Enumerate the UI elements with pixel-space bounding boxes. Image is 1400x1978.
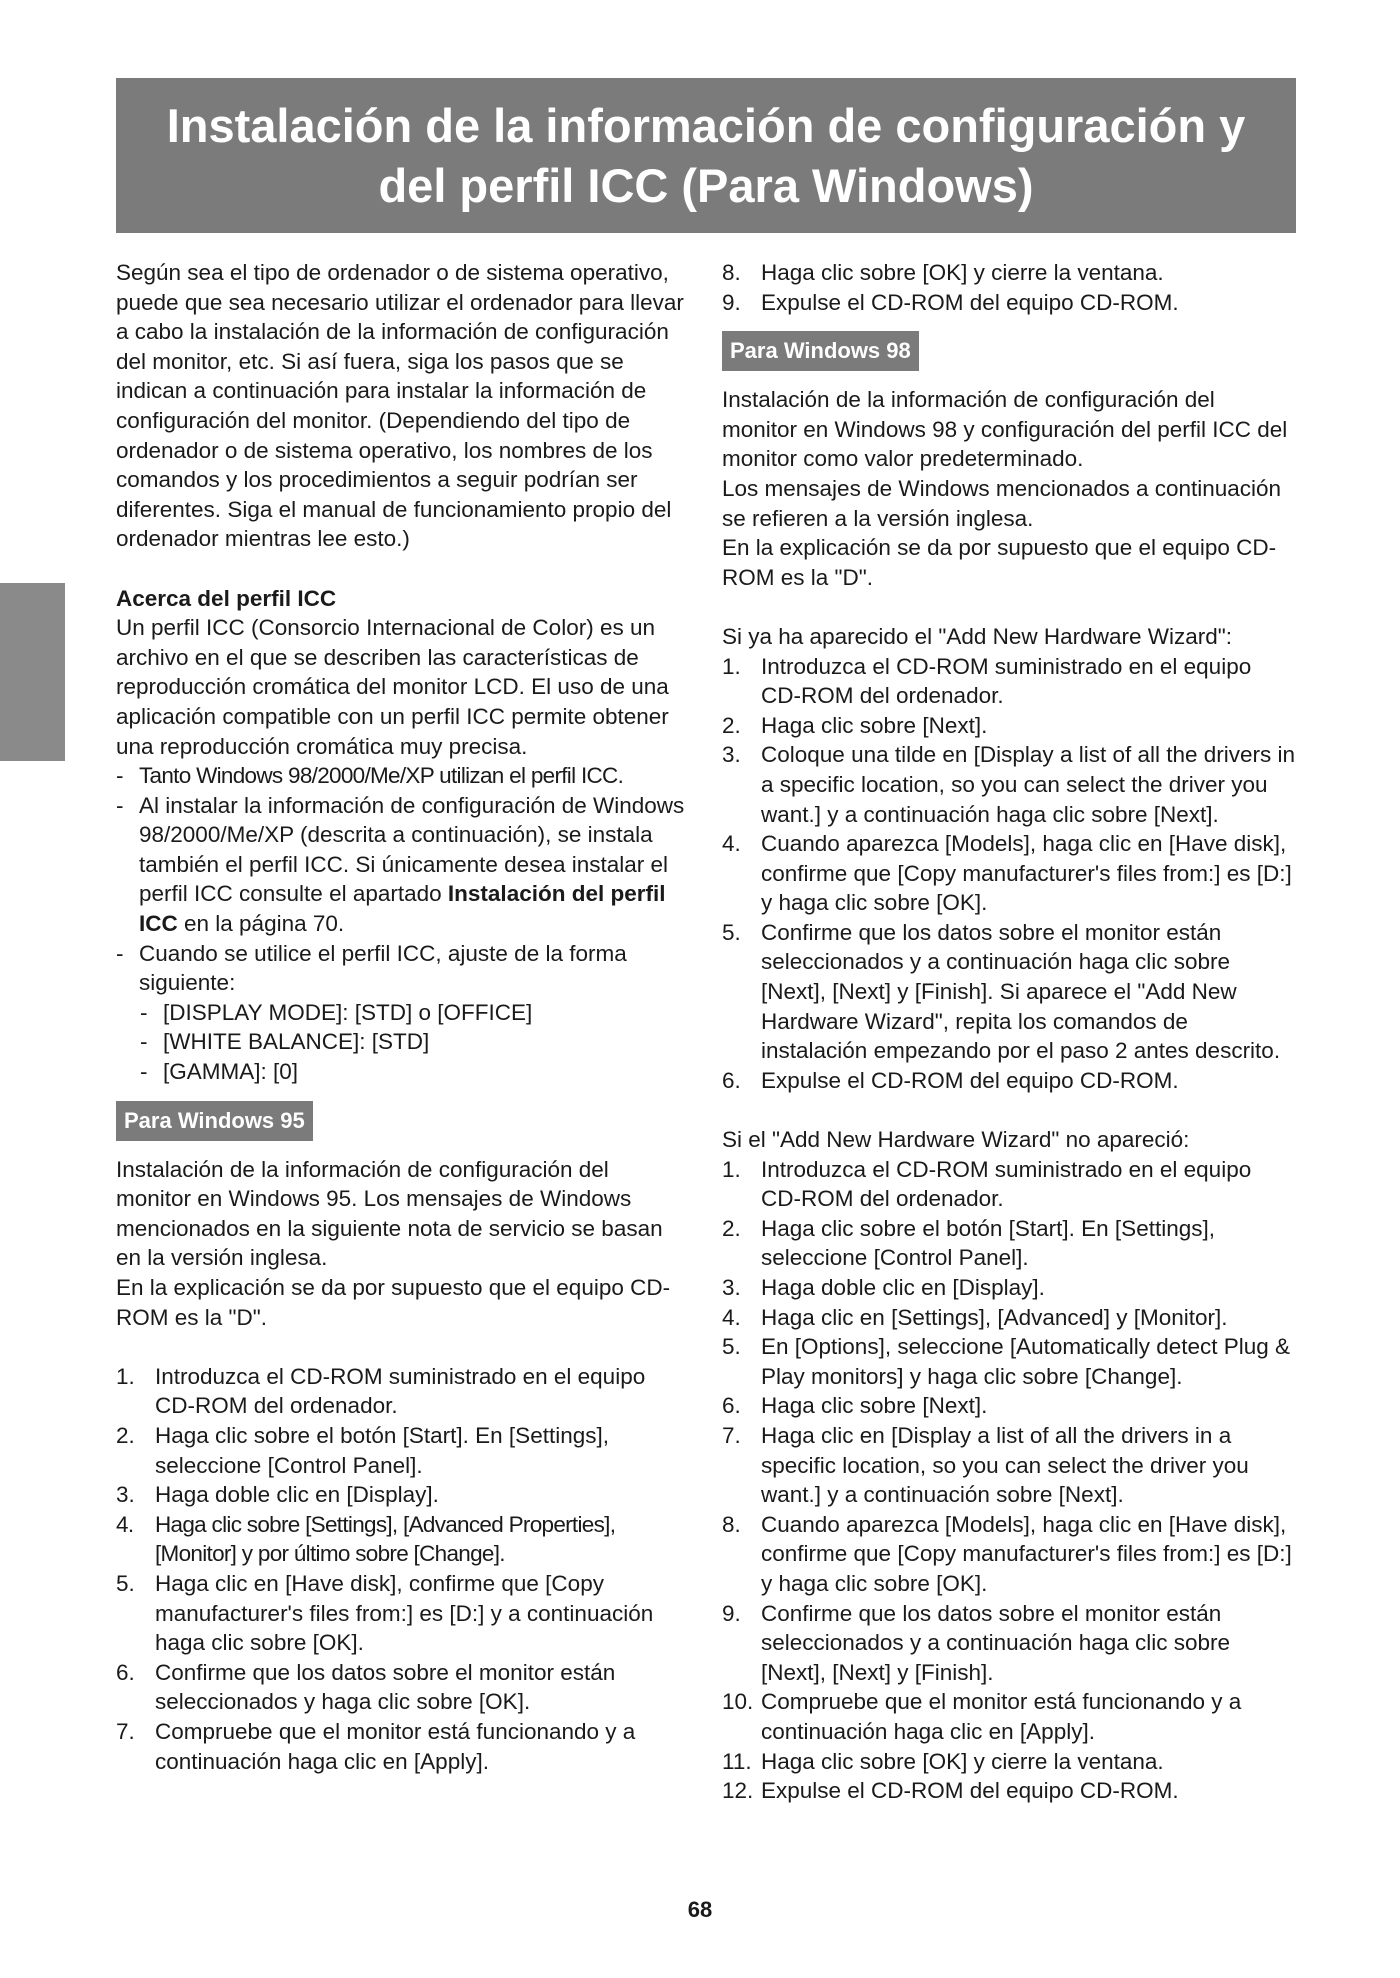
win95-steps-continued	[722, 258, 1296, 317]
step-number: 9.	[722, 289, 741, 315]
step-text: Cuando aparezca [Models], haga clic en [Have disk], confirme que [Copy manufacturer's files from:] es [D:] y haga clic sobre [OK].	[761, 831, 1292, 916]
step-number: 2.	[116, 1422, 135, 1448]
step-number: 2.	[722, 1215, 741, 1241]
step-text: Compruebe que el monitor está funcionando y a continuación haga clic en [Apply].	[155, 1718, 636, 1774]
step-number: 9.	[722, 1600, 741, 1626]
win95-steps	[116, 1362, 689, 1776]
win98-case2-step	[722, 1599, 1296, 1688]
icc-note-2	[116, 791, 689, 939]
win95-step	[722, 258, 1296, 288]
step-number: 5.	[116, 1570, 135, 1596]
step-number: 2.	[722, 712, 741, 738]
win98-case1-step	[722, 918, 1296, 1066]
step-text: Confirme que los datos sobre el monitor están seleccionados y a continuación haga clic sobre [Next], [Next] y [Finish].	[761, 1600, 1231, 1685]
icc-note-2-text: Al instalar la información de configuración de Windows 98/2000/Me/XP (descrita a continuación), se instala también el perfil ICC. Si únicamente desea instalar el perfil ICC consulte el apartado	[139, 792, 685, 907]
icc-note-2-page-ref: en la página 70.	[177, 911, 345, 937]
step-number: 3.	[722, 742, 741, 768]
step-text: Haga clic sobre [OK] y cierre la ventana.	[761, 1748, 1164, 1774]
win95-step	[116, 1421, 689, 1480]
win95-step	[116, 1569, 689, 1658]
win98-case2-step	[722, 1332, 1296, 1391]
win98-case2-step	[722, 1391, 1296, 1421]
step-number: 8.	[722, 1511, 741, 1537]
win98-case2-step	[722, 1510, 1296, 1599]
win98-case1-step	[722, 711, 1296, 741]
icc-note-2-link-text: Instalación del perfil ICC	[139, 881, 666, 937]
win95-step	[116, 1480, 689, 1510]
step-number: 3.	[116, 1482, 135, 1508]
page-number: 68	[687, 1897, 713, 1922]
icc-setting-item: - [DISPLAY MODE]: [STD] o [OFFICE]	[116, 998, 689, 1028]
icc-note-1: - Tanto Windows 98/2000/Me/XP utilizan el perfil ICC.	[116, 761, 689, 791]
step-number: 8.	[722, 260, 741, 285]
step-number: 3.	[722, 1275, 741, 1300]
step-text: Haga clic en [Have disk], confirme que [Copy manufacturer's files from:] es [D:] y a continuación haga clic sobre [OK].	[155, 1570, 654, 1656]
step-text: Cuando aparezca [Models], haga clic en [Have disk], confirme que [Copy manufacturer's files from:] es [D:] y haga clic sobre [OK].	[761, 1511, 1292, 1596]
win98-case2-step	[722, 1747, 1296, 1777]
step-number: 6.	[722, 1067, 741, 1093]
step-text: Introduzca el CD-ROM suministrado en el equipo CD-ROM del ordenador.	[155, 1363, 646, 1419]
left-column	[116, 258, 689, 1776]
step-number: 1.	[722, 653, 741, 679]
step-number: 11.	[722, 1748, 752, 1774]
win98-case2-step	[722, 1214, 1296, 1273]
win98-case1-step	[722, 740, 1296, 829]
icc-heading: Acerca del perfil ICC	[116, 585, 337, 611]
win98-case1-steps	[722, 652, 1296, 1096]
win98-case2-step	[722, 1776, 1296, 1806]
icc-setting-item: - [WHITE BALANCE]: [STD]	[116, 1027, 689, 1057]
step-text: Haga clic sobre [Next].	[761, 1393, 988, 1419]
win95-section-tag: Para Windows 95	[116, 1101, 313, 1141]
step-text: Compruebe que el monitor está funcionando y a continuación haga clic en [Apply].	[761, 1689, 1242, 1744]
right-column	[722, 258, 1296, 1806]
win98-case2-step	[722, 1303, 1296, 1333]
step-number: 7.	[116, 1718, 135, 1744]
step-text: Haga clic sobre el botón [Start]. En [Settings], seleccione [Control Panel].	[761, 1215, 1215, 1271]
step-text: Haga doble clic en [Display].	[761, 1275, 1045, 1300]
win98-case2-step	[722, 1421, 1296, 1510]
win98-case2-step	[722, 1155, 1296, 1214]
win95-step	[116, 1658, 689, 1717]
step-text: Confirme que los datos sobre el monitor están seleccionados y a continuación haga clic sobre [Next], [Next] y [Finish]. Si aparece el "Add New Hardware Wizard", repita los comandos de instalación empezando por el paso 2 antes descrito.	[761, 919, 1281, 1064]
step-text: Haga clic sobre el botón [Start]. En [Settings], seleccione [Control Panel].	[155, 1422, 609, 1478]
step-text: Haga clic sobre [Settings], [Advanced Properties], [Monitor] y por último sobre [Change].	[155, 1511, 616, 1567]
step-text: Expulse el CD-ROM del equipo CD-ROM.	[761, 1778, 1179, 1804]
step-number: 1.	[116, 1363, 135, 1389]
step-number: 5.	[722, 919, 741, 945]
win98-case1-heading: Si ya ha aparecido el "Add New Hardware Wizard":	[722, 623, 1232, 649]
icc-body: Un perfil ICC (Consorcio Internacional de Color) es un archivo en el que se describen las características de reproducción cromática del monitor LCD. El uso de una aplicación compatible con un perfil ICC permite obtener una reproducción cromática muy precisa.	[116, 615, 669, 759]
win98-intro-2: Los mensajes de Windows mencionados a continuación se refieren a la versión inglesa.	[722, 475, 1282, 531]
step-text: Haga clic en [Settings], [Advanced] y [Monitor].	[761, 1304, 1228, 1330]
step-number: 4.	[722, 1304, 741, 1330]
win95-step	[116, 1362, 689, 1421]
step-text: Haga clic sobre [OK] y cierre la ventana.	[761, 260, 1164, 285]
step-text: Expulse el CD-ROM del equipo CD-ROM.	[761, 1067, 1179, 1093]
win98-case2-step	[722, 1273, 1296, 1303]
win98-intro-1: Instalación de la información de configuración del monitor en Windows 98 y configuración del perfil ICC del monitor como valor predeterminado.	[722, 387, 1288, 472]
page-title-line-2: del perfil ICC (Para Windows)	[378, 159, 1034, 212]
win98-case1-step	[722, 652, 1296, 711]
step-text: Coloque una tilde en [Display a list of all the drivers in a specific location, so you can select the driver you want.] y a continuación haga clic sobre [Next].	[761, 742, 1296, 827]
step-number: 4.	[722, 831, 741, 857]
step-text: Haga clic sobre [Next].	[761, 712, 988, 738]
icc-note-3: - Cuando se utilice el perfil ICC, ajuste de la forma siguiente:	[116, 939, 689, 998]
step-number: 12.	[722, 1778, 754, 1804]
step-number: 5.	[722, 1334, 741, 1360]
win95-intro-2: En la explicación se da por supuesto que el equipo CD-ROM es la "D".	[116, 1275, 671, 1330]
win95-step	[116, 1717, 689, 1776]
win95-step	[116, 1510, 689, 1569]
step-text: Introduzca el CD-ROM suministrado en el equipo CD-ROM del ordenador.	[761, 653, 1252, 709]
step-number: 7.	[722, 1422, 741, 1448]
step-text: Haga clic en [Display a list of all the drivers in a specific location, so you can select the driver you want.] y a continuación sobre [Next].	[761, 1422, 1249, 1508]
intro-paragraph: Según sea el tipo de ordenador o de sistema operativo, puede que sea necesario utilizar el ordenador para llevar a cabo la instalación de la información de configuración del monitor, etc. Si así fuera, siga los pasos que se indican a continuación para instalar la información de configuración del monitor. (Dependiendo del tipo de ordenador o de sistema operativo, los nombres de los comandos y los procedimientos a seguir podrían ser diferentes. Siga el manual de funcionamiento propio del ordenador mientras lee esto.)	[116, 260, 684, 552]
step-text: Introduzca el CD-ROM suministrado en el equipo CD-ROM del ordenador.	[761, 1156, 1252, 1212]
win98-case1-step	[722, 1066, 1296, 1096]
step-text: Expulse el CD-ROM del equipo CD-ROM.	[761, 289, 1179, 315]
side-tab-marker	[0, 583, 65, 761]
step-number: 6.	[722, 1393, 741, 1419]
step-text: Haga doble clic en [Display].	[155, 1482, 439, 1508]
win98-case2-step	[722, 1687, 1296, 1746]
page-title	[116, 78, 1296, 233]
win98-case2-heading: Si el "Add New Hardware Wizard" no apareció:	[722, 1127, 1190, 1153]
step-number: 4.	[116, 1511, 134, 1537]
page-title-line-1: Instalación de la información de configuración y	[166, 99, 1246, 152]
step-number: 1.	[722, 1156, 741, 1182]
step-number: 10.	[722, 1689, 754, 1715]
win95-step	[722, 288, 1296, 318]
win98-case2-steps	[722, 1155, 1296, 1806]
win98-case1-step	[722, 829, 1296, 918]
step-number: 6.	[116, 1659, 135, 1685]
step-text: En [Options], seleccione [Automatically detect Plug & Play monitors] y haga clic sobre [Change].	[761, 1334, 1291, 1389]
win95-intro-1: Instalación de la información de configuración del monitor en Windows 95. Los mensajes de Windows mencionados en la siguiente nota de servicio se basan en la versión inglesa.	[116, 1156, 663, 1271]
win98-section-tag: Para Windows 98	[722, 331, 919, 371]
icc-setting-item: - [GAMMA]: [0]	[116, 1057, 689, 1087]
win98-intro-3: En la explicación se da por supuesto que el equipo CD-ROM es la "D".	[722, 535, 1277, 590]
step-text: Confirme que los datos sobre el monitor están seleccionados y haga clic sobre [OK].	[155, 1659, 616, 1715]
